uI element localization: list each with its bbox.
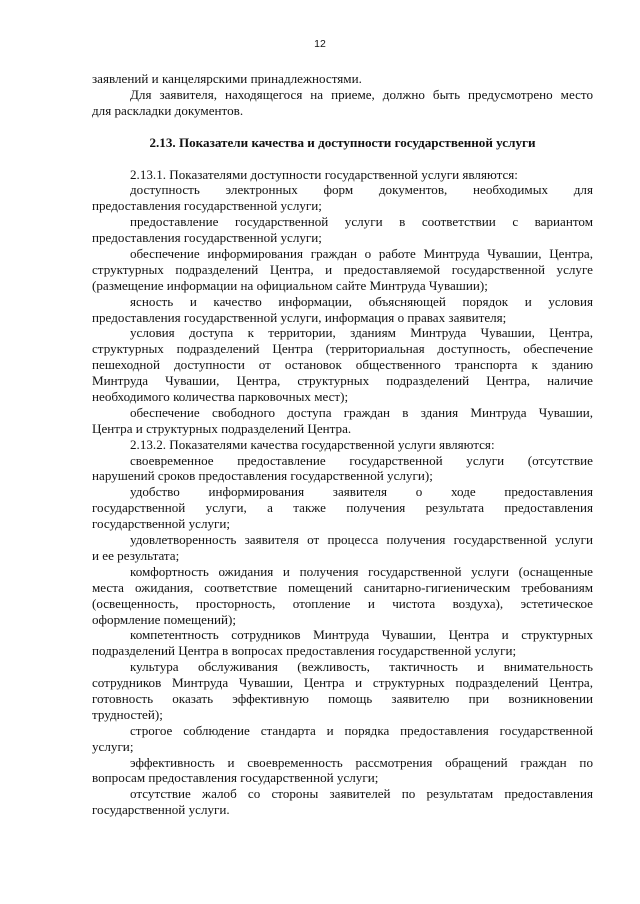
text-line: необходимого количества парковочных мест);	[92, 389, 349, 405]
text-line: обеспечение свободного доступа граждан в здания Минтруда Чувашии,	[130, 404, 593, 420]
text-line: государственной услуги.	[92, 802, 230, 818]
text-line: доступность электронных форм документов, необходимых для	[130, 182, 593, 198]
text-line: эффективность и своевременность рассмотрения обращений граждан по	[130, 754, 593, 770]
text-line: 2.13.2. Показателями качества государственной услуги являются:	[130, 436, 495, 452]
text-line: предоставление государственной услуги в соответствии с вариантом	[130, 214, 593, 230]
text-line: государственной услуги;	[92, 516, 231, 532]
text-line: компетентность сотрудников Минтруда Чувашии, Центра и структурных	[130, 627, 593, 643]
text-line: подразделений Центра в вопросах предоставления государственной услуги;	[92, 643, 517, 659]
text-line: вопросам предоставления государственной услуги;	[92, 770, 379, 786]
text-line: услуги;	[92, 738, 134, 754]
text-line: строгое соблюдение стандарта и порядка предоставления государственной	[130, 722, 593, 738]
text-line: оформление помещений);	[92, 611, 236, 627]
text-line: заявлений и канцелярскими принадлежностями.	[92, 71, 362, 86]
text-line: предоставления государственной услуги;	[92, 230, 322, 246]
text-block-after-heading	[92, 167, 593, 819]
text-line: готовность оказать эффективную помощь заявителю при возникновении	[92, 690, 593, 706]
text-line: нарушений сроков предоставления государственной услуги);	[92, 468, 433, 484]
text-line: и ее результата;	[92, 547, 180, 563]
text-line: предоставления государственной услуги, информация о правах заявителя;	[92, 309, 507, 325]
text-line: удобство информирования заявителя о ходе предоставления	[130, 484, 593, 500]
text-line: места ожидания, соответствие помещений санитарно-гигиеническим требованиям	[92, 579, 593, 595]
text-line: (освещенность, просторность, отопление и чистота воздуха), эстетическое	[92, 595, 593, 611]
text-line: пешеходной доступности от остановок общественного транспорта к зданию	[92, 357, 593, 373]
text-line: Для заявителя, находящегося на приеме, должно быть предусмотрено место	[130, 86, 593, 102]
text-line: Центра и структурных подразделений Центра.	[92, 420, 352, 436]
document-body	[92, 71, 593, 818]
text-line: предоставления государственной услуги;	[92, 198, 322, 214]
text-line: обеспечение информирования граждан о работе Минтруда Чувашии, Центра,	[130, 246, 593, 262]
text-line: 2.13.1. Показателями доступности государственной услуги являются:	[130, 166, 518, 182]
section-heading: 2.13. Показатели качества и доступности государственной услуги	[149, 134, 536, 150]
text-line: структурных подразделений Центра, и предоставляемой государственной услуге	[92, 261, 593, 277]
text-line: государственной услуги, а также получения результата предоставления	[92, 500, 593, 516]
text-line: трудностей);	[92, 706, 163, 722]
text-line: сотрудников Минтруда Чувашии, Центра и структурных подразделений Центра,	[92, 675, 593, 691]
text-line: ясность и качество информации, объясняющей порядок и условия	[130, 293, 593, 309]
text-line: удовлетворенность заявителя от процесса получения государственной услуги	[130, 532, 593, 548]
text-line: своевременное предоставление государственной услуги (отсутствие	[130, 452, 593, 468]
text-line: условия доступа к территории, зданиям Минтруда Чувашии, Центра,	[130, 325, 593, 341]
text-block-before-heading	[92, 71, 593, 119]
page-number: 12	[314, 38, 326, 50]
text-line: (размещение информации на официальном сайте Минтруда Чувашии);	[92, 277, 488, 293]
text-line: культура обслуживания (вежливость, тактичность и внимательность	[130, 659, 593, 675]
text-line: для раскладки документов.	[92, 102, 244, 118]
text-line: Минтруда Чувашии, Центра, структурных подразделений Центра, наличие	[92, 373, 593, 389]
text-line: комфортность ожидания и получения государственной услуги (оснащенные	[130, 563, 593, 579]
text-line: отсутствие жалоб со стороны заявителей по результатам предоставления	[130, 786, 593, 802]
text-line: структурных подразделений Центра (территориальная доступность, обеспечение	[92, 341, 593, 357]
